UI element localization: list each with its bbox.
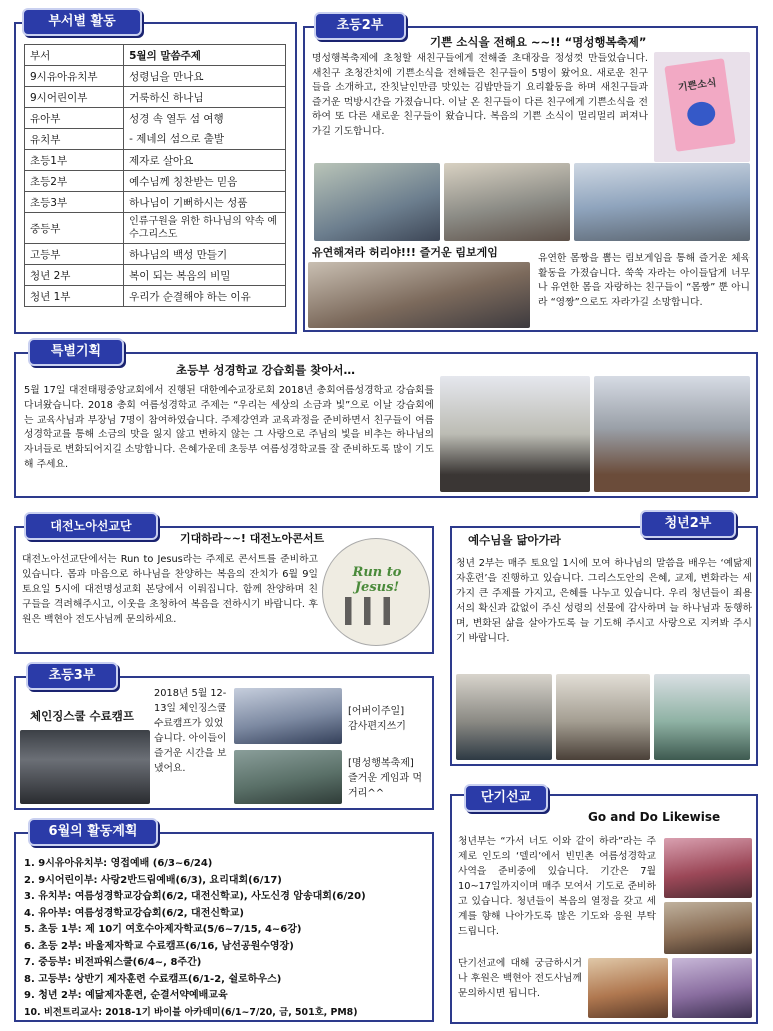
- dept-cell: 9시유아유치부: [25, 66, 124, 87]
- dept-cell: 초등2부: [25, 171, 124, 192]
- plan-item: 5. 초등 1부: 제 10기 여호수아제자학교(5/6~7/15, 4~6강): [24, 924, 302, 935]
- camp-title: 체인징스쿨 수료캠프: [30, 709, 134, 723]
- noah-title: 기대하라~~! 대전노아콘서트: [180, 532, 325, 545]
- plan-item: 4. 유아부: 여름성경학교강습회(6/2, 대전신학교): [24, 907, 244, 919]
- youth-photo-1: [456, 674, 552, 760]
- theme-cell: 성령님을 만나요: [124, 66, 286, 87]
- theme-cell: 하나님이 기뻐하시는 성품: [124, 192, 286, 213]
- elem3-section-tag: 초등3부: [26, 662, 118, 690]
- plan-item: 10. 비전트리교사: 2018-1기 바이블 아카데미(6/1~7/20, 금, 501호, PM8): [24, 1006, 358, 1018]
- theme-cell: 예수님께 칭찬받는 믿음: [124, 171, 286, 192]
- special-title: 초등부 성경학교 강습회를 찾아서…: [176, 363, 356, 377]
- invitation-card-photo: [654, 52, 750, 162]
- camp-photo: [20, 730, 150, 804]
- invite-card: [664, 58, 735, 152]
- dept-cell: 청년 2부: [25, 265, 124, 286]
- theme-cell: 거룩하신 하나님: [124, 87, 286, 108]
- table-row: [25, 244, 286, 265]
- plan-list: [24, 856, 430, 1021]
- plan-item: 7. 중등부: 비전파워스쿨(6/4~, 8주간): [24, 957, 202, 968]
- mission-section-tag: 단기선교: [464, 784, 548, 812]
- plan-item: 2. 9시어린이부: 사랑2반드림예배(6/3), 요리대회(6/17): [24, 874, 282, 886]
- invite-card-text: 기쁜소식: [677, 77, 718, 94]
- theme-cell: 복이 되는 복음의 비밀: [124, 265, 286, 286]
- elem3-body: 2018년 5월 12-13일 체인징스쿨 수료캠프가 있었습니다. 아이들이 즐거운 시간을 보냈어요.: [154, 688, 227, 774]
- caption1-body: 감사편지쓰기: [348, 721, 406, 732]
- seminar-photo-2: [594, 376, 750, 492]
- plan-item: 1. 9시유아유치부: 영접예배 (6/3~6/24): [24, 858, 213, 869]
- concert-poster-text: Run to Jesus!: [352, 565, 402, 595]
- youth-photo-2: [556, 674, 650, 760]
- seminar-photo-1: [440, 376, 590, 492]
- table-row: [25, 129, 286, 150]
- plan-section-tag: 6월의 활동계획: [28, 818, 158, 846]
- dept-section-tag: 부서별 활동: [22, 8, 142, 36]
- event-photo-1: [314, 163, 440, 241]
- mission-photo-2: [664, 902, 752, 954]
- mission-photo-4: [672, 958, 752, 1018]
- youth-photo-3: [654, 674, 750, 760]
- dept-cell: 중등부: [25, 213, 124, 244]
- dept-cell: 초등3부: [25, 192, 124, 213]
- table-row: [25, 87, 286, 108]
- plan-item: 3. 유치부: 여름성경학교강습회(6/2, 대전신학교), 사도신경 암송대회(6/20): [24, 891, 366, 902]
- table-row: [25, 150, 286, 171]
- dept-cell: 유아부: [25, 108, 124, 129]
- youth2-body: 청년 2부는 매주 토요일 1시에 모여 하나님의 말씀을 배우는 ‘예닮제자훈련’을 진행하고 있습니다. 그리스도안의 은혜, 교제, 변화라는 세가지 큰 주제를 가지고, 은혜를 나누고 있습니다. 우리 청년들이 죄용서의 확신과 값없이 주신 성령의 선물에 감사하며 늘 하나님과 동행하며, 변화된 삶을 살아가도록 늘 기도해 주시고 사랑으로 지켜봐 주시기 바랍니다.: [456, 558, 752, 644]
- special-body: 5월 17일 대전태평중앙교회에서 진행된 대한예수교장로회 2018년 총회여름성경학교 강습회를 다녀왔습니다. 2018 총회 여름성경학교 주제는 “우리는 세상의 소금과 빛”으로 이날 강습회에는 교육사님과 부장님 7명이 참여하였습니다. 주제강연과 교육과정을 준비하면서 친구들이 여름성경학교를 통해 소금의 맛을 잃지 않고 변하지 않는 그 사랑으로 주님의 빛을 비추는 하나님의 자녀들로 변화되어지길 소망합니다. 은혜가운데 초등부 여름성경학교를 잘 준비하도록 많이 기도해 주세요.: [24, 385, 434, 470]
- elem2-section-tag: 초등2부: [314, 12, 406, 40]
- table-row: [25, 265, 286, 286]
- dept-cell: 청년 1부: [25, 286, 124, 307]
- table-row: [25, 286, 286, 307]
- concert-poster: [322, 538, 430, 646]
- theme-cell: - 제네의 섬으로 출발: [124, 129, 286, 150]
- caption2-body: 즐거운 게임과 먹거리^^: [348, 773, 422, 799]
- mission-body-2: 단기선교에 대해 궁금하시거나 후원은 백현아 전도사님께 문의하시면 됩니다.: [458, 958, 582, 999]
- table-row: [25, 192, 286, 213]
- dept-cell: 고등부: [25, 244, 124, 265]
- limbo-body: 유연한 몸짱을 뽑는 림보게임을 통해 즐거운 체육활동을 가졌습니다. 쑥쑥 자라는 아이들답게 너무나 유연한 몸을 자랑하는 친구들이 “몸짱” 뿐 아니라 “영짱”으로도 자라가길 소망합니다.: [538, 253, 750, 308]
- theme-cell: 인류구원을 위한 하나님의 약속 예수그리스도: [124, 213, 286, 244]
- parents-day-photo: [234, 688, 342, 744]
- mission-body: 청년부는 “가서 너도 이와 같이 하라”라는 주제로 인도의 ‘델리’에서 빈민촌 여름성경학교 사역을 준비중에 있습니다. 기간은 7월 10~17일까지이며 매주 모여서 기도로 준비하고 있습니다. 청년들이 복음의 열정을 갖고 세계를 향해 나아가도록 많은 기도와 응원 부탁드립니다.: [458, 836, 656, 937]
- elem2-body: 명성행복축제에 초청할 새친구들에게 전해줄 초대장을 정성껏 만들었습니다. 새친구 초청잔치에 기쁜소식을 전해들은 친구들이 5명이 왔어요. 새로운 친구들을 소개하고, 잔칫날인만큼 맛있는 김밥만들기 요리활동을 하며 새친구들과 즐거운 먹방시간을 가졌습니다. 이날 온 친구들이 다른 친구에게 기쁜소식을 전하여 또 다른 새로운 친구들이 왔습니다. 복음의 기쁜 소식이 멀리멀리 퍼져나가길 기도합니다.: [312, 53, 648, 137]
- table-row: [25, 213, 286, 244]
- mission-title: Go and Do Likewise: [588, 810, 721, 824]
- dept-cell: 유치부: [25, 129, 124, 150]
- caption1-title: [어버이주일]: [348, 706, 405, 717]
- runners-figure: [345, 597, 409, 625]
- youth2-title: 예수님을 닮아가라: [468, 533, 561, 547]
- plan-item: 8. 고등부: 상반기 제자훈련 수료캠프(6/1-2, 쉴로하우스): [24, 973, 282, 985]
- table-header: 부서: [25, 45, 124, 66]
- plan-item: 6. 초등 2부: 바울제자학교 수료캠프(6/16, 남선공원수영장): [24, 940, 294, 952]
- dept-cell: 9시어린이부: [25, 87, 124, 108]
- dept-cell: 초등1부: [25, 150, 124, 171]
- youth2-section-tag: 청년2부: [640, 510, 736, 538]
- table-header: 5월의 말씀주제: [124, 45, 286, 66]
- elem2-title: 기쁜 소식을 전해요 ~~!! “명성행복축제”: [430, 35, 647, 49]
- limbo-photo: [308, 262, 530, 328]
- noah-section-tag: 대전노아선교단: [24, 512, 158, 540]
- table-row: [25, 66, 286, 87]
- noah-body: 대전노아선교단에서는 Run to Jesus라는 주제로 콘서트를 준비하고 있습니다. 몸과 마음으로 하나님을 찬양하는 복음의 잔치가 6월 9일 토요일 5시에 대전명성교회 본당에서 이뤄집니다. 함께 찬양하며 친구들을 격려해주시고, 이웃을 초청하여 복음을 전하시기 바랍니다. 후원은 백현아 전도사님께 문의하세요.: [22, 554, 318, 625]
- ribbon-icon: [686, 100, 717, 128]
- plan-item: 9. 청년 2부: 예닮제자훈련, 순결서약예배교육: [24, 990, 228, 1001]
- table-row: [25, 108, 286, 129]
- mission-photo-3: [588, 958, 668, 1018]
- theme-cell: 우리가 순결해야 하는 이유: [124, 286, 286, 307]
- mission-photo-1: [664, 838, 752, 898]
- limbo-title: 유연해져라 허리야!!! 즐거운 림보게임: [312, 246, 498, 259]
- caption2-title: [명성행복축제]: [348, 758, 414, 769]
- theme-cell: 제자로 살아요: [124, 150, 286, 171]
- dept-theme-table: [24, 44, 286, 307]
- theme-cell: 하나님의 백성 만들기: [124, 244, 286, 265]
- festival-photo: [234, 750, 342, 804]
- table-header-row: [25, 45, 286, 66]
- event-photo-2: [444, 163, 570, 241]
- event-photo-3: [574, 163, 750, 241]
- theme-cell: 성경 속 열두 섬 여행: [124, 108, 286, 129]
- table-row: [25, 171, 286, 192]
- special-section-tag: 특별기획: [28, 338, 124, 366]
